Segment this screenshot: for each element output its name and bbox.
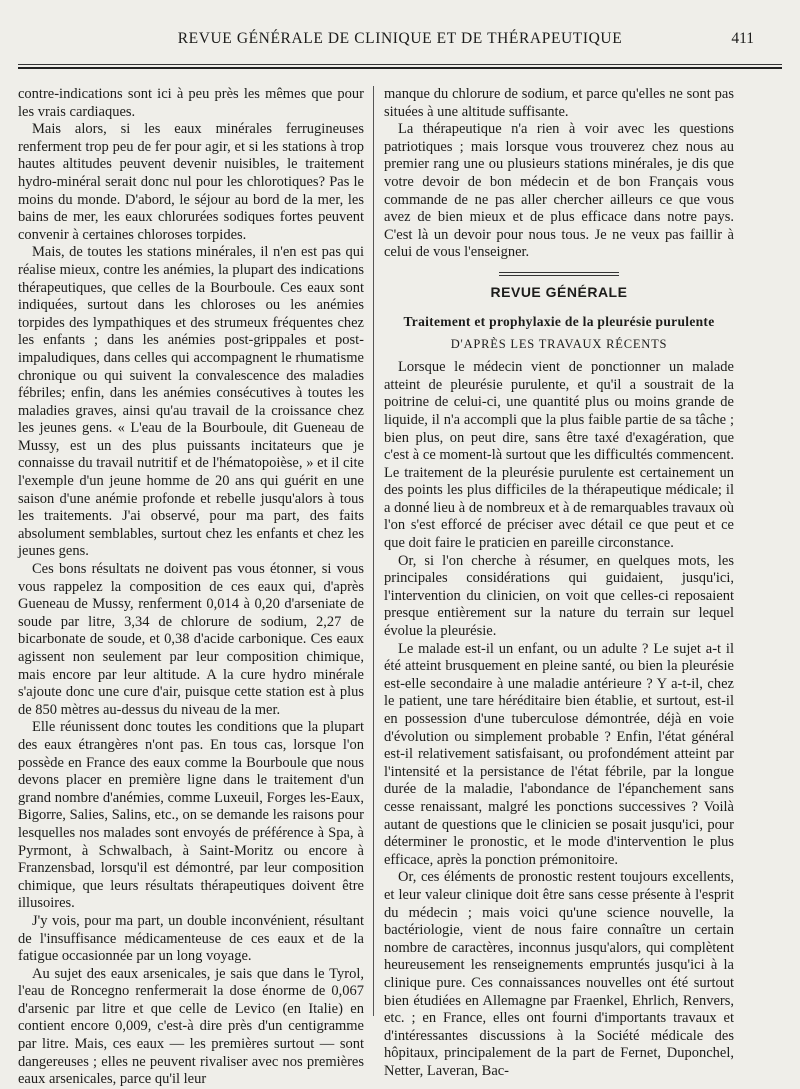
column-divider [373, 86, 374, 1016]
article-subtitle: D'APRÈS LES TRAVAUX RÉCENTS [450, 336, 668, 351]
paragraph: La thérapeutique n'a rien à voir avec les questions patriotiques ; mais lorsque vous trouverez chez nous au premier rang une ou plusieurs stations minérales, je dis que votre devoir de bon médecin et de bon Français vous commande de ne pas aller chercher ailleurs ce que vous avez de bien mieux et de plus efficace dans notre pays. C'est là un devoir pour nous tous. Je ne veux pas faillir à celui de vous l'enseigner. [384, 121, 734, 261]
paragraph: Le malade est-il un enfant, ou un adulte ? Le sujet a-t il été atteint brusquement en pleine santé, ou bien la pleurésie est-elle secondaire à une maladie antérieure ? Y a-t-il, chez le patient, une tare héréditaire bien établie, et surtout, est-il en possession d'une tuberculose démontrée, déjà en voie d'évolution ou simplement probable ? Enfin, l'état général est-il relativement satisfaisant, ou profondément atteint par l'intensité et la persistance de l'état fébrile, par la longue durée de la maladie, l'abondance de l'épanchement sans cesse renaissant, malgré les ponctions successives ? Voilà autant de questions que le clinicien se posait jusqu'ici, pour déterminer le pronostic, et le mode d'intervention le plus efficace, après la ponction prémonitoire. [384, 640, 734, 868]
header-rule [18, 64, 782, 65]
paragraph: contre-indications sont ici à peu près les mêmes que pour les vrais cardiaques. [18, 86, 364, 120]
running-header [18, 30, 782, 56]
paragraph: Ces bons résultats ne doivent pas vous étonner, si vous vous rappelez la composition de ces eaux qui, d'après Gueneau de Mussy, renferment 0,014 à 0,20 d'arseniate de soude par litre, 3,34 de chlorure de sodium, 2,27 de bicarbonate de soude, et 0,38 d'acide carbonique. Ces eaux agissent non seulement par leur composition chimique, mais encore par leur altitude. A la cure hydro minérale s'ajoute donc une cure d'air, puisque cette station est à plus de 850 mètres au-dessus du niveau de la mer. [18, 561, 364, 718]
left-column [18, 86, 364, 1089]
paragraph: Or, ces éléments de pronostic restent toujours excellents, et leur valeur clinique doit être sans cesse présente à l'esprit du médecin ; mais voici qu'une science nouvelle, la bactériologie, vient de nous faire connaître un certain nombre de caractères, inconnus jusqu'alors, qui complètent heureusement les renseignements empruntés jusqu'ici à la clinique pure. Ces connaissances nouvelles ont été surtout bien étudiées en Allemagne par Fraenkel, Ehrlich, Renvers, etc. ; en France, elles ont fourni d'importants travaux et d'intéressantes discussions à la Société médicale des hôpitaux, principalement de la part de Fernet, Duponchel, Netter, Laveran, Bac- [384, 869, 734, 1079]
section-rule [499, 272, 619, 273]
section-heading: REVUE GÉNÉRALE [490, 283, 628, 300]
paragraph: J'y vois, pour ma part, un double inconvénient, résultant de l'insuffisance médicamenteuse de ces eaux et de la fatigue occasionnée par un long voyage. [18, 912, 364, 965]
paragraph: Mais alors, si les eaux minérales ferrugineuses renferment trop peu de fer pour agir, et si les stations à trop hautes altitudes peuvent devenir nuisibles, le traitement hydro-minéral serait donc nul pour les chlorotiques? Pas le moins du monde. D'abord, le séjour au bord de la mer, les bains de mer, les eaux chlorurées sodiques fortes peuvent convenir à certaines chloroses torpides. [18, 121, 364, 243]
article-title: Traitement et prophylaxie de la pleurésie purulente [403, 313, 715, 329]
right-column [384, 86, 734, 1080]
paragraph: Mais, de toutes les stations minérales, il n'en est pas qui réalise mieux, contre les anémies, la plupart des indications thérapeutiques, que celles de la Bourboule. Ces eaux sont indiquées, surtout dans les chloroses ou les anémies torpides des lympathiques et des strumeux fréquentes chez les enfants ; dans les anémies post-grippales et post-impaludiques, dans celles qui accompagnent le rhumatisme chronique ou qui suivent la convalescence des maladies fébriles; enfin, dans les anémies consécutives à toutes les maladies graves, ainsi qu'au travail de la croissance chez les jeunes gens. « L'eau de la Bourboule, dit Gueneau de Mussy, est un des plus puissants incitateurs que je connaisse du travail nutritif et de l'hématopoièse, » et il cite l'exemple d'un jeune homme de 20 ans qui guérit en une saison d'une anémie profonde et rebelle jusqu'alors à tous les traitements. J'ai observé, pour ma part, des faits absolument semblables, surtout chez les enfants et chez les jeunes gens. [18, 244, 364, 560]
paragraph: Au sujet des eaux arsenicales, je sais que dans le Tyrol, l'eau de Roncegno renfermerait la dose énorme de 0,067 d'arsenic par litre et que celle de Levico (en Italie) en contient encore 0,009, c'est-à dire près d'un centigramme par litre. Mais, ces eaux — les premières surtout — sont dangereuses ; elles ne peuvent rivaliser avec nos premières eaux arsenicales, parce qu'il leur [18, 965, 364, 1088]
paragraph: manque du chlorure de sodium, et parce qu'elles ne sont pas situées à une altitude suffisante. [384, 86, 734, 120]
section-rule [499, 275, 619, 276]
paragraph: Or, si l'on cherche à résumer, en quelques mots, les principales considérations qui guidaient, jusqu'ici, l'intervention du clinicien, on voit que celles-ci reposaient presque entièrement sur la nature du terrain sur lequel évolue la pleurésie. [384, 552, 734, 640]
paragraph: Lorsque le médecin vient de ponctionner un malade atteint de pleurésie purulente, et qu'il a soustrait de la poitrine de celui-ci, une quantité plus ou moins grande de liquide, il n'a accompli que la plus faible partie de sa tâche ; bien plus, on peut dire, sans être taxé d'exagération, que c'est à ce moment-là surtout que les difficultés commencent. Le traitement de la pleurésie purulente est certainement un des points les plus difficiles de la thérapeutique médicale; il a donné lieu à de nombreux et à de remarquables travaux où l'on s'est efforcé de préciser avec détail ce que peut et ce que doit faire le praticien en pareille circonstance. [384, 359, 734, 552]
page-number: 411 [731, 30, 754, 47]
header-rule-thick [18, 67, 782, 69]
journal-title: REVUE GÉNÉRALE DE CLINIQUE ET DE THÉRAPEUTIQUE [177, 30, 623, 47]
paragraph: Elle réunissent donc toutes les conditions que la plupart des eaux étrangères n'ont pas. En tous cas, lorsque l'on possède en France des eaux comme la Bourboule que nous devons placer en première ligne dans le traitement d'un grand nombre d'anémies, comme Luxeuil, Forges les-Eaux, Bigorre, Salies, Salins, etc., on se demande les raisons pour lesquelles nos malades sont envoyés de préférence à Spa, à Pyrmont, à Schwalbach, à Saint-Moritz ou encore à Franzensbad, lorsqu'il est démontré, par leur composition chimique, que leurs résultats thérapeutiques doivent être illusoires. [18, 719, 364, 912]
